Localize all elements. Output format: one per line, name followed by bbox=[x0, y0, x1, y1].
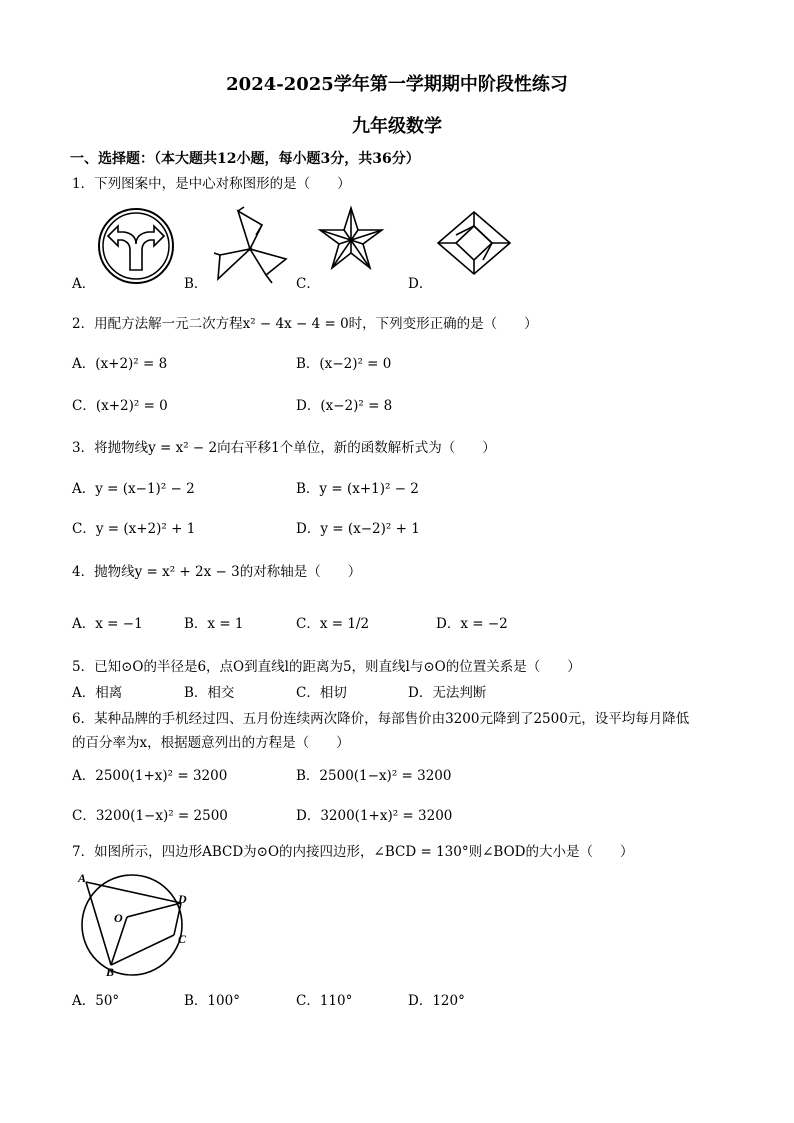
question-5-option-c[interactable]: C．相切 bbox=[296, 685, 347, 701]
figure-7-label-a: A bbox=[78, 871, 87, 885]
question-6-stem-line2: 的百分率为x，根据题意列出的方程是（ ） bbox=[72, 735, 350, 751]
figure-7-label-c: C bbox=[178, 932, 187, 946]
question-3-stem: 3．将抛物线y = x² − 2向右平移1个单位，新的函数解析式为（ ） bbox=[72, 440, 496, 456]
page-title: 2024-2025学年第一学期期中阶段性练习 bbox=[226, 74, 568, 95]
question-5-option-d[interactable]: D．无法判断 bbox=[408, 685, 487, 701]
question-4-option-a[interactable]: A．x = −1 bbox=[72, 616, 143, 632]
question-4-option-b[interactable]: B．x = 1 bbox=[184, 616, 244, 632]
figure-1d-square-pinwheel bbox=[436, 210, 512, 276]
question-3-option-b[interactable]: B．y = (x+1)² − 2 bbox=[296, 481, 419, 497]
figure-7-label-o: O bbox=[114, 911, 123, 925]
question-2-option-b[interactable]: B．(x−2)² = 0 bbox=[296, 356, 392, 372]
question-6-stem-line1: 6．某种品牌的手机经过四、五月份连续两次降价，每部售价由3200元降到了2500元，设平均每月降低 bbox=[72, 711, 690, 727]
figure-1b-pinwheel bbox=[210, 205, 290, 287]
question-6-option-a[interactable]: A．2500(1+x)² = 3200 bbox=[72, 768, 228, 784]
question-1-option-b[interactable]: B． bbox=[184, 276, 208, 292]
question-5-option-b[interactable]: B．相交 bbox=[184, 685, 235, 701]
question-2-option-d[interactable]: D．(x−2)² = 8 bbox=[296, 398, 393, 414]
question-2-stem: 2．用配方法解一元二次方程x² − 4x − 4 = 0时，下列变形正确的是（ ） bbox=[72, 316, 538, 332]
question-1-stem: 1．下列图案中，是中心对称图形的是（ ） bbox=[72, 176, 351, 192]
question-1-option-a[interactable]: A． bbox=[72, 276, 96, 292]
question-4-option-d[interactable]: D．x = −2 bbox=[436, 616, 508, 632]
question-5-stem: 5．已知⊙O的半径是6，点O到直线l的距离为5，则直线l与⊙O的位置关系是（ ） bbox=[72, 659, 581, 675]
question-6-option-b[interactable]: B．2500(1−x)² = 3200 bbox=[296, 768, 452, 784]
question-5-option-a[interactable]: A．相离 bbox=[72, 685, 123, 701]
figure-7-label-b: B bbox=[106, 965, 115, 979]
question-7-option-a[interactable]: A．50° bbox=[72, 993, 120, 1009]
question-6-option-d[interactable]: D．3200(1+x)² = 3200 bbox=[296, 808, 453, 824]
question-3-option-d[interactable]: D．y = (x−2)² + 1 bbox=[296, 521, 420, 537]
question-4-option-c[interactable]: C．x = 1/2 bbox=[296, 616, 370, 632]
question-3-option-a[interactable]: A．y = (x−1)² − 2 bbox=[72, 481, 195, 497]
figure-7-label-d: D bbox=[178, 892, 187, 906]
figure-1c-star bbox=[318, 206, 384, 272]
question-2-option-a[interactable]: A．(x+2)² = 8 bbox=[72, 356, 168, 372]
page-subtitle: 九年级数学 bbox=[352, 116, 442, 137]
figure-1a-arrows-circle bbox=[96, 206, 176, 286]
question-7-stem: 7．如图所示，四边形ABCD为⊙O的内接四边形，∠BCD = 130°则∠BOD的大小是（ ） bbox=[72, 844, 634, 860]
question-3-option-c[interactable]: C．y = (x+2)² + 1 bbox=[72, 521, 196, 537]
figure-7-inscribed-quadrilateral bbox=[70, 870, 200, 980]
question-4-stem: 4．抛物线y = x² + 2x − 3的对称轴是（ ） bbox=[72, 564, 362, 580]
question-1-option-c[interactable]: C． bbox=[296, 276, 320, 292]
question-7-option-c[interactable]: C．110° bbox=[296, 993, 353, 1009]
section-heading: 一、选择题：（本大题共12小题，每小题3分，共36分） bbox=[70, 151, 420, 167]
question-1-option-d[interactable]: D． bbox=[408, 276, 433, 292]
question-7-option-d[interactable]: D．120° bbox=[408, 993, 465, 1009]
question-6-option-c[interactable]: C．3200(1−x)² = 2500 bbox=[72, 808, 228, 824]
question-2-option-c[interactable]: C．(x+2)² = 0 bbox=[72, 398, 168, 414]
question-7-option-b[interactable]: B．100° bbox=[184, 993, 240, 1009]
